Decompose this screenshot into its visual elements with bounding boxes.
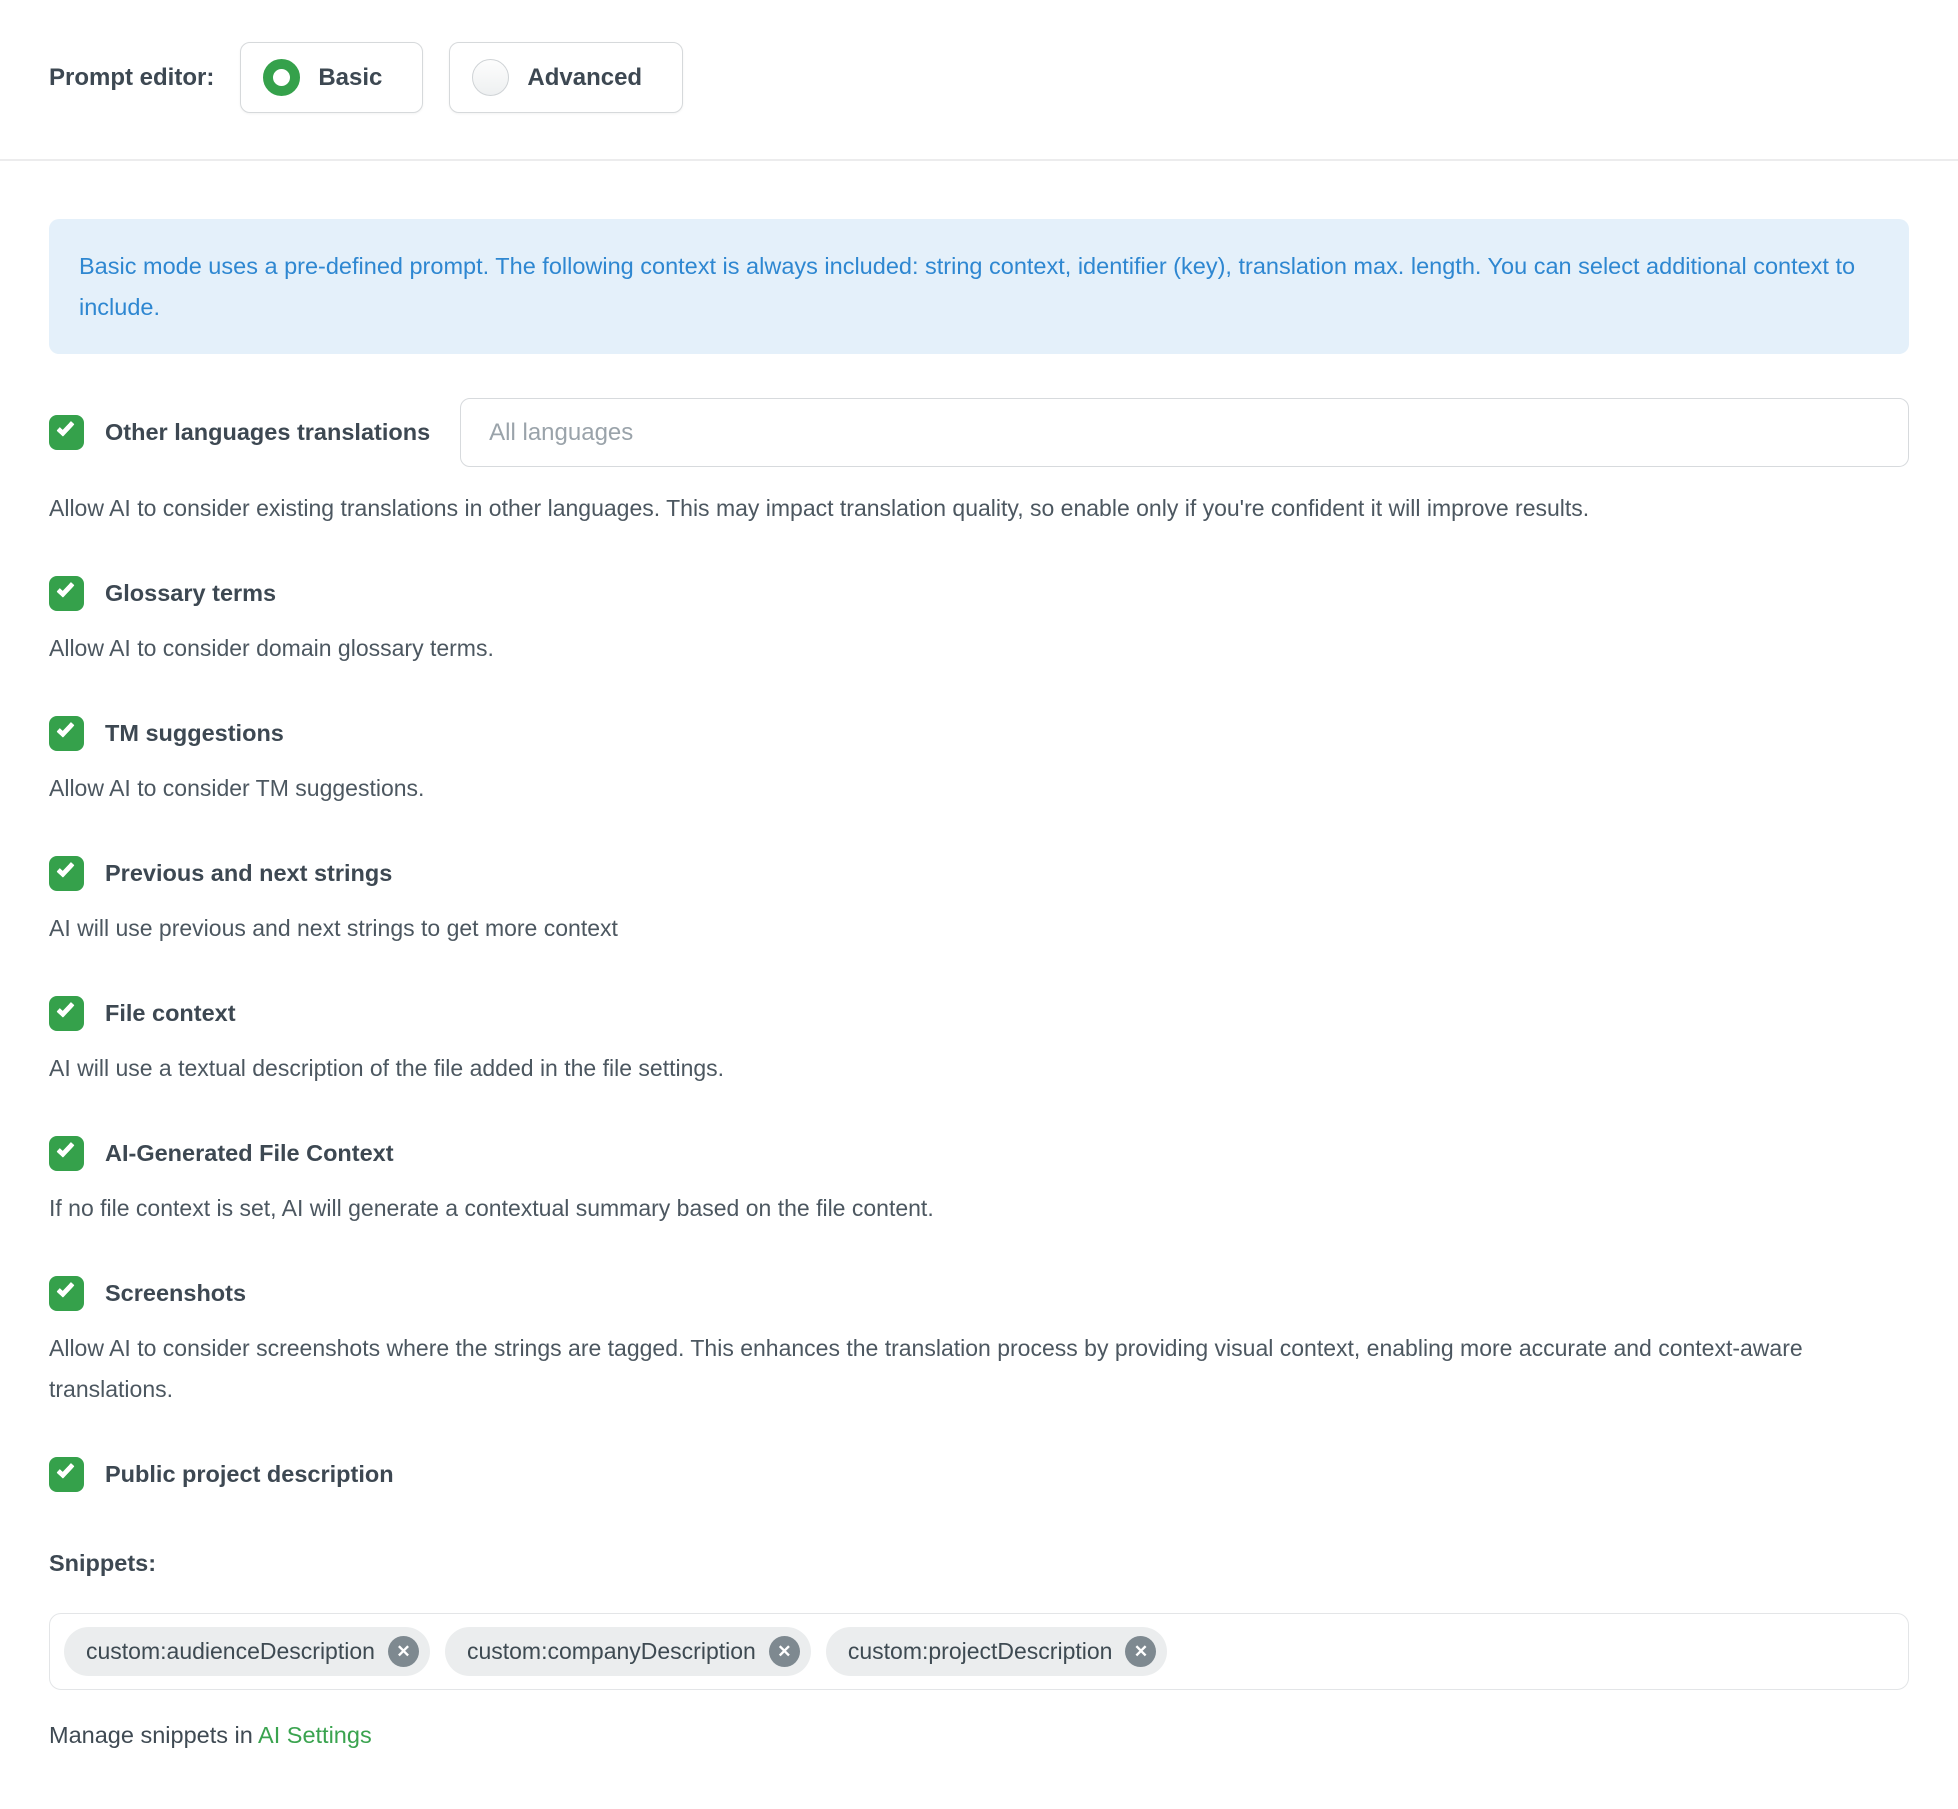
checkmark-icon: [56, 1460, 74, 1479]
context-option-description: AI will use a textual description of the file added in the file settings.: [49, 1055, 725, 1082]
context-options-list: [0, 398, 1958, 1492]
checkmark-icon: [56, 859, 74, 878]
context-option-description: If no file context is set, AI will generate a contextual summary based on the file content.: [49, 1194, 934, 1221]
ai-settings-link[interactable]: AI Settings: [258, 1721, 372, 1748]
prompt-editor-label: Prompt editor:: [49, 63, 215, 91]
checkbox-checked-icon[interactable]: [49, 716, 84, 751]
prompt-editor-mode-switch: [240, 42, 683, 113]
prompt-editor-mode-advanced[interactable]: [449, 42, 683, 113]
checkbox-checked-icon[interactable]: [49, 576, 84, 611]
context-option-description: Allow AI to consider screenshots where the strings are tagged. This enhances the translation process by providing visual context, enabling more accurate and context-aware translations.: [49, 1334, 1803, 1402]
remove-tag-icon[interactable]: ✕: [388, 1636, 419, 1667]
context-option-row: [49, 716, 1909, 809]
snippet-tag: [64, 1627, 430, 1676]
context-option-label: Other languages translations: [105, 419, 431, 446]
radio-unselected-icon[interactable]: [472, 59, 509, 96]
context-option-head: [49, 576, 1909, 611]
section-divider: [0, 159, 1958, 161]
context-option-head: [49, 996, 1909, 1031]
snippet-tag-label: custom:companyDescription: [466, 1637, 756, 1664]
context-option-head: [49, 398, 1909, 467]
context-option-label: AI-Generated File Context: [105, 1139, 394, 1166]
context-option-description: Allow AI to consider domain glossary terms.: [49, 635, 494, 662]
snippets-tag-box[interactable]: [49, 1613, 1909, 1690]
radio-option-label: Advanced: [527, 63, 643, 91]
context-option-label: Glossary terms: [105, 580, 277, 607]
prompt-editor-bar: [0, 0, 1958, 159]
remove-tag-icon[interactable]: ✕: [769, 1636, 800, 1667]
context-option-row: [49, 576, 1909, 669]
context-option-label: Public project description: [105, 1460, 394, 1487]
context-option-head: [49, 716, 1909, 751]
context-option-label: TM suggestions: [105, 720, 284, 747]
checkbox-checked-icon[interactable]: [49, 415, 84, 450]
context-option-description: AI will use previous and next strings to get more context: [49, 915, 618, 942]
context-option-label: Previous and next strings: [105, 860, 393, 887]
context-option-row: [49, 996, 1909, 1089]
prompt-editor-mode-basic[interactable]: [240, 42, 423, 113]
checkmark-icon: [56, 719, 74, 738]
languages-select-input[interactable]: [460, 398, 1909, 467]
snippet-tag-label: custom:projectDescription: [847, 1637, 1113, 1664]
remove-tag-icon[interactable]: ✕: [1125, 1636, 1156, 1667]
snippet-tag-label: custom:audienceDescription: [86, 1637, 375, 1664]
checkbox-checked-icon[interactable]: [49, 1457, 84, 1492]
checkbox-checked-icon[interactable]: [49, 1276, 84, 1311]
radio-option-label: Basic: [318, 63, 383, 91]
manage-snippets-text: Manage snippets in: [49, 1721, 259, 1748]
checkmark-icon: [56, 418, 74, 437]
context-option-row: [49, 398, 1909, 529]
checkmark-icon: [56, 1279, 74, 1298]
context-option-row: [49, 1136, 1909, 1229]
radio-selected-icon[interactable]: [263, 59, 300, 96]
context-option-label: Screenshots: [105, 1279, 247, 1306]
checkbox-checked-icon[interactable]: [49, 996, 84, 1031]
context-option-row: [49, 856, 1909, 949]
checkmark-icon: [56, 579, 74, 598]
checkbox-checked-icon[interactable]: [49, 856, 84, 891]
context-option-row: [49, 1276, 1909, 1410]
context-option-head: [49, 856, 1909, 891]
snippet-tag: [826, 1627, 1168, 1676]
context-option-row: [49, 1457, 1909, 1492]
manage-snippets-line: [49, 1722, 1909, 1809]
context-option-label: File context: [105, 1000, 236, 1027]
snippets-section: [0, 1550, 1958, 1809]
checkbox-checked-icon[interactable]: [49, 1136, 84, 1171]
checkmark-icon: [56, 1139, 74, 1158]
checkmark-icon: [56, 999, 74, 1018]
context-option-head: [49, 1276, 1909, 1311]
context-option-head: [49, 1136, 1909, 1171]
context-option-description: Allow AI to consider existing translations in other languages. This may impact translation quality, so enable only if you're confident it will improve results.: [49, 495, 1590, 522]
context-option-head: [49, 1457, 1909, 1492]
basic-mode-info-banner: Basic mode uses a pre-defined prompt. The following context is always included: string context, identifier (key), translation max. length. You can select additional context to include.: [49, 219, 1909, 354]
snippets-label: Snippets:: [49, 1549, 157, 1576]
context-option-description: Allow AI to consider TM suggestions.: [49, 775, 425, 802]
snippet-tag: [445, 1627, 811, 1676]
